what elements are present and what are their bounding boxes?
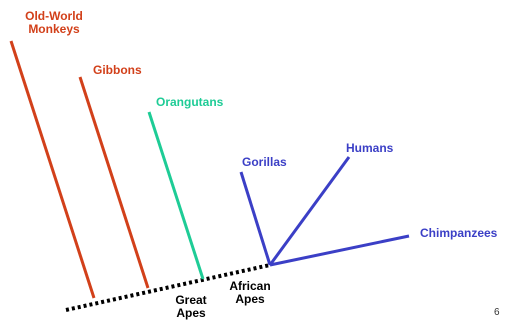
branch-gibbons xyxy=(80,77,148,288)
label-great-apes xyxy=(166,294,216,320)
branch-orangutans xyxy=(149,112,203,279)
label-chimpanzees: Chimpanzees xyxy=(420,226,498,240)
label-african-apes-line1: African xyxy=(229,279,271,293)
label-old-world-monkeys xyxy=(14,10,94,36)
branch-humans xyxy=(270,157,349,265)
label-african-apes-line2: Apes xyxy=(235,292,265,306)
branch-chimpanzees xyxy=(270,236,409,265)
label-humans: Humans xyxy=(346,141,394,155)
label-orangutans: Orangutans xyxy=(156,95,224,109)
branch-gorillas xyxy=(241,172,270,265)
label-great-apes-line1: Great xyxy=(175,293,207,307)
label-gorillas: Gorillas xyxy=(242,155,287,169)
label-african-apes xyxy=(222,280,278,306)
label-old-world-monkeys-line2: Monkeys xyxy=(28,22,80,36)
label-great-apes-line2: Apes xyxy=(176,306,206,320)
label-old-world-monkeys-line1: Old-World xyxy=(25,9,83,23)
label-gibbons: Gibbons xyxy=(93,63,142,77)
page-number: 6 xyxy=(494,307,500,318)
